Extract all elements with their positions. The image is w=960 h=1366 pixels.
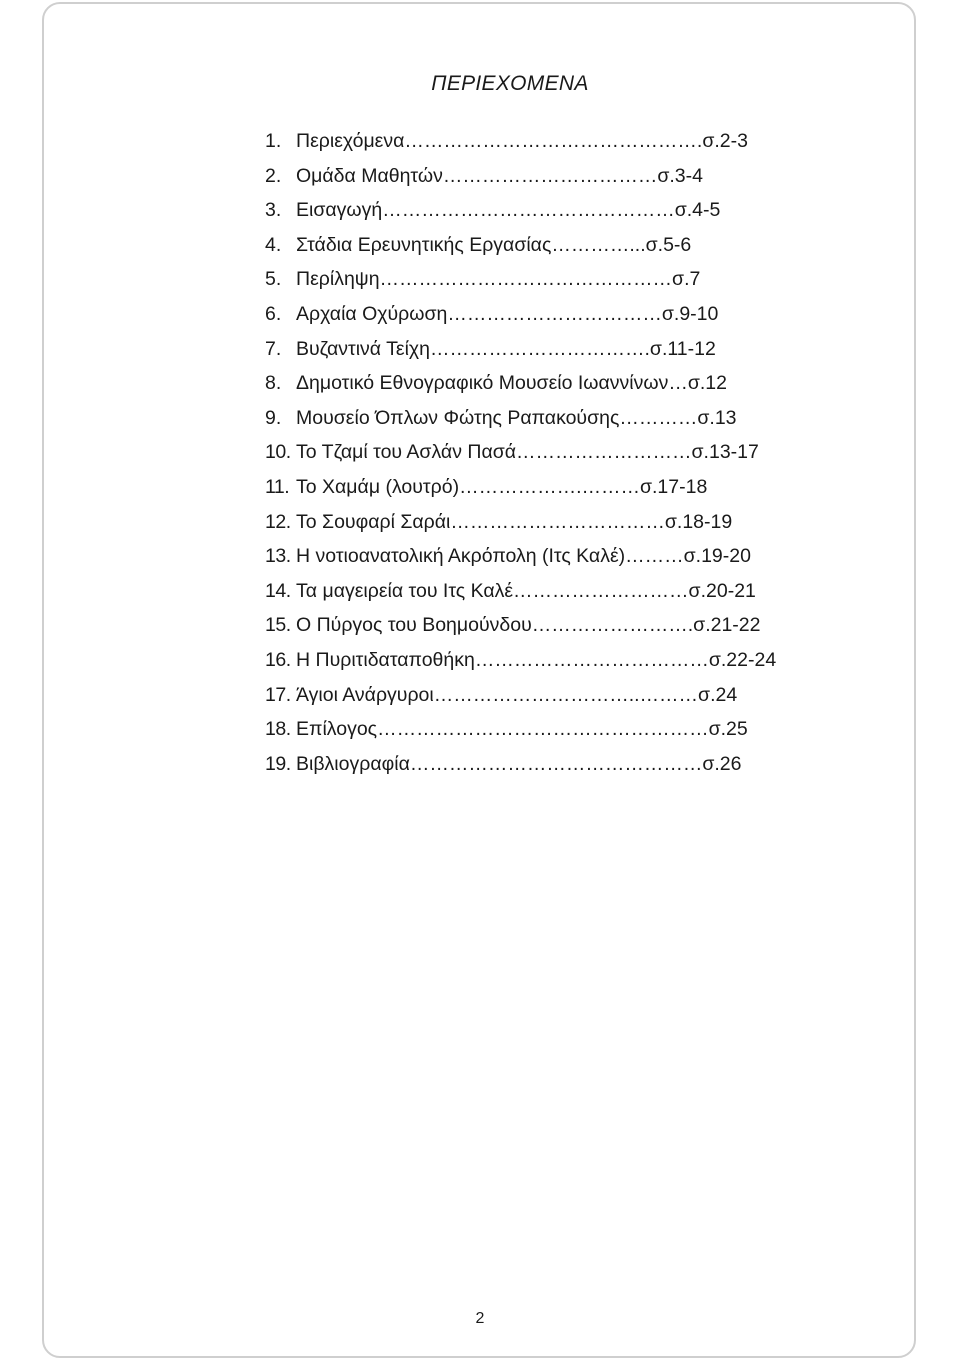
toc-item: [265, 403, 776, 438]
toc-number: 4.: [265, 233, 282, 256]
toc-text: Το Σουφαρί Σαράι……………………………σ.18-19: [296, 510, 733, 533]
toc-item: [265, 645, 776, 680]
toc-text: Ο Πύργος του Βοημούνδου…………………….σ.21-22: [296, 614, 761, 637]
toc-number: 13.: [265, 545, 291, 568]
toc-text: Στάδια Ερευνητικής Εργασίας…………...σ.5-6: [296, 233, 692, 256]
toc-item: [265, 507, 776, 542]
toc-item: [265, 299, 776, 334]
toc-number: 12.: [265, 510, 291, 533]
toc-number: 11.: [265, 475, 290, 498]
toc-text: Άγιοι Ανάργυροι…………………………..………σ.24: [296, 683, 738, 706]
toc-text: Η Πυριτιδαταποθήκη………………………………σ.22-24: [296, 648, 777, 671]
toc-item: [265, 680, 776, 715]
toc-text: Εισαγωγή………………………………………σ.4-5: [296, 199, 721, 222]
toc-number: 9.: [265, 406, 282, 429]
toc-text: Δημοτικό Εθνογραφικό Μουσείο Ιωαννίνων…σ.12: [296, 372, 727, 395]
toc-text: Βιβλιογραφία………………………………………σ.26: [296, 752, 742, 775]
toc-number: 15.: [265, 614, 291, 637]
toc-item: [265, 264, 776, 299]
toc-number: 1.: [265, 130, 282, 152]
toc-text: Μουσείο Όπλων Φώτης Ραπακούσης…………σ.13: [296, 406, 737, 429]
toc-item: [265, 541, 776, 576]
toc-number: 17.: [265, 683, 291, 706]
toc-item: [265, 195, 776, 230]
toc-item: [265, 230, 776, 265]
toc-text: Το Χαμάμ (λουτρό)……………….………σ.17-18: [296, 475, 708, 498]
toc-item: [265, 161, 776, 196]
toc-item: [265, 714, 776, 749]
toc-item: [265, 472, 776, 507]
toc-text: Βυζαντινά Τείχη…………………………….σ.11-12: [296, 337, 716, 360]
toc-text: Ομάδα Μαθητών……………………………σ.3-4: [296, 164, 703, 187]
toc-item: [265, 334, 776, 369]
toc-item: [265, 610, 776, 645]
toc-text: Περιεχόμενα……………………………………….σ.2-3: [296, 130, 748, 152]
toc-number: 14.: [265, 579, 291, 602]
toc-number: 6.: [265, 302, 282, 325]
toc-number: 7.: [265, 337, 282, 360]
toc-item: [265, 126, 776, 161]
page-title: ΠΕΡΙΕΧΟΜΕΝΑ: [431, 72, 589, 95]
toc-text: Περίληψη………………………………………σ.7: [296, 268, 701, 291]
toc-number: 18.: [265, 718, 291, 741]
toc-number: 16.: [265, 648, 291, 671]
toc-number: 3.: [265, 199, 282, 222]
toc-text: Αρχαία Οχύρωση……………………………σ.9-10: [296, 302, 719, 325]
toc-number: 5.: [265, 268, 282, 291]
toc-item: [265, 576, 776, 611]
toc-number: 2.: [265, 164, 282, 187]
page-number: 2: [475, 1310, 485, 1327]
toc-number: 10.: [265, 441, 291, 464]
toc-text: Επίλογος……………………………………………σ.25: [296, 718, 748, 741]
toc-number: 19.: [265, 752, 291, 775]
toc-text: Τα μαγειρεία του Ιτς Καλέ………………………σ.20-21: [296, 579, 756, 602]
toc-item: [265, 368, 776, 403]
table-of-contents: [265, 126, 776, 783]
toc-item: [265, 749, 776, 784]
toc-text: Το Τζαμί του Ασλάν Πασά………………………σ.13-17: [296, 441, 759, 464]
toc-number: 8.: [265, 372, 282, 395]
toc-item: [265, 437, 776, 472]
toc-text: Η νοτιοανατολική Ακρόπολη (Ιτς Καλέ)………σ.19-20: [296, 545, 751, 568]
